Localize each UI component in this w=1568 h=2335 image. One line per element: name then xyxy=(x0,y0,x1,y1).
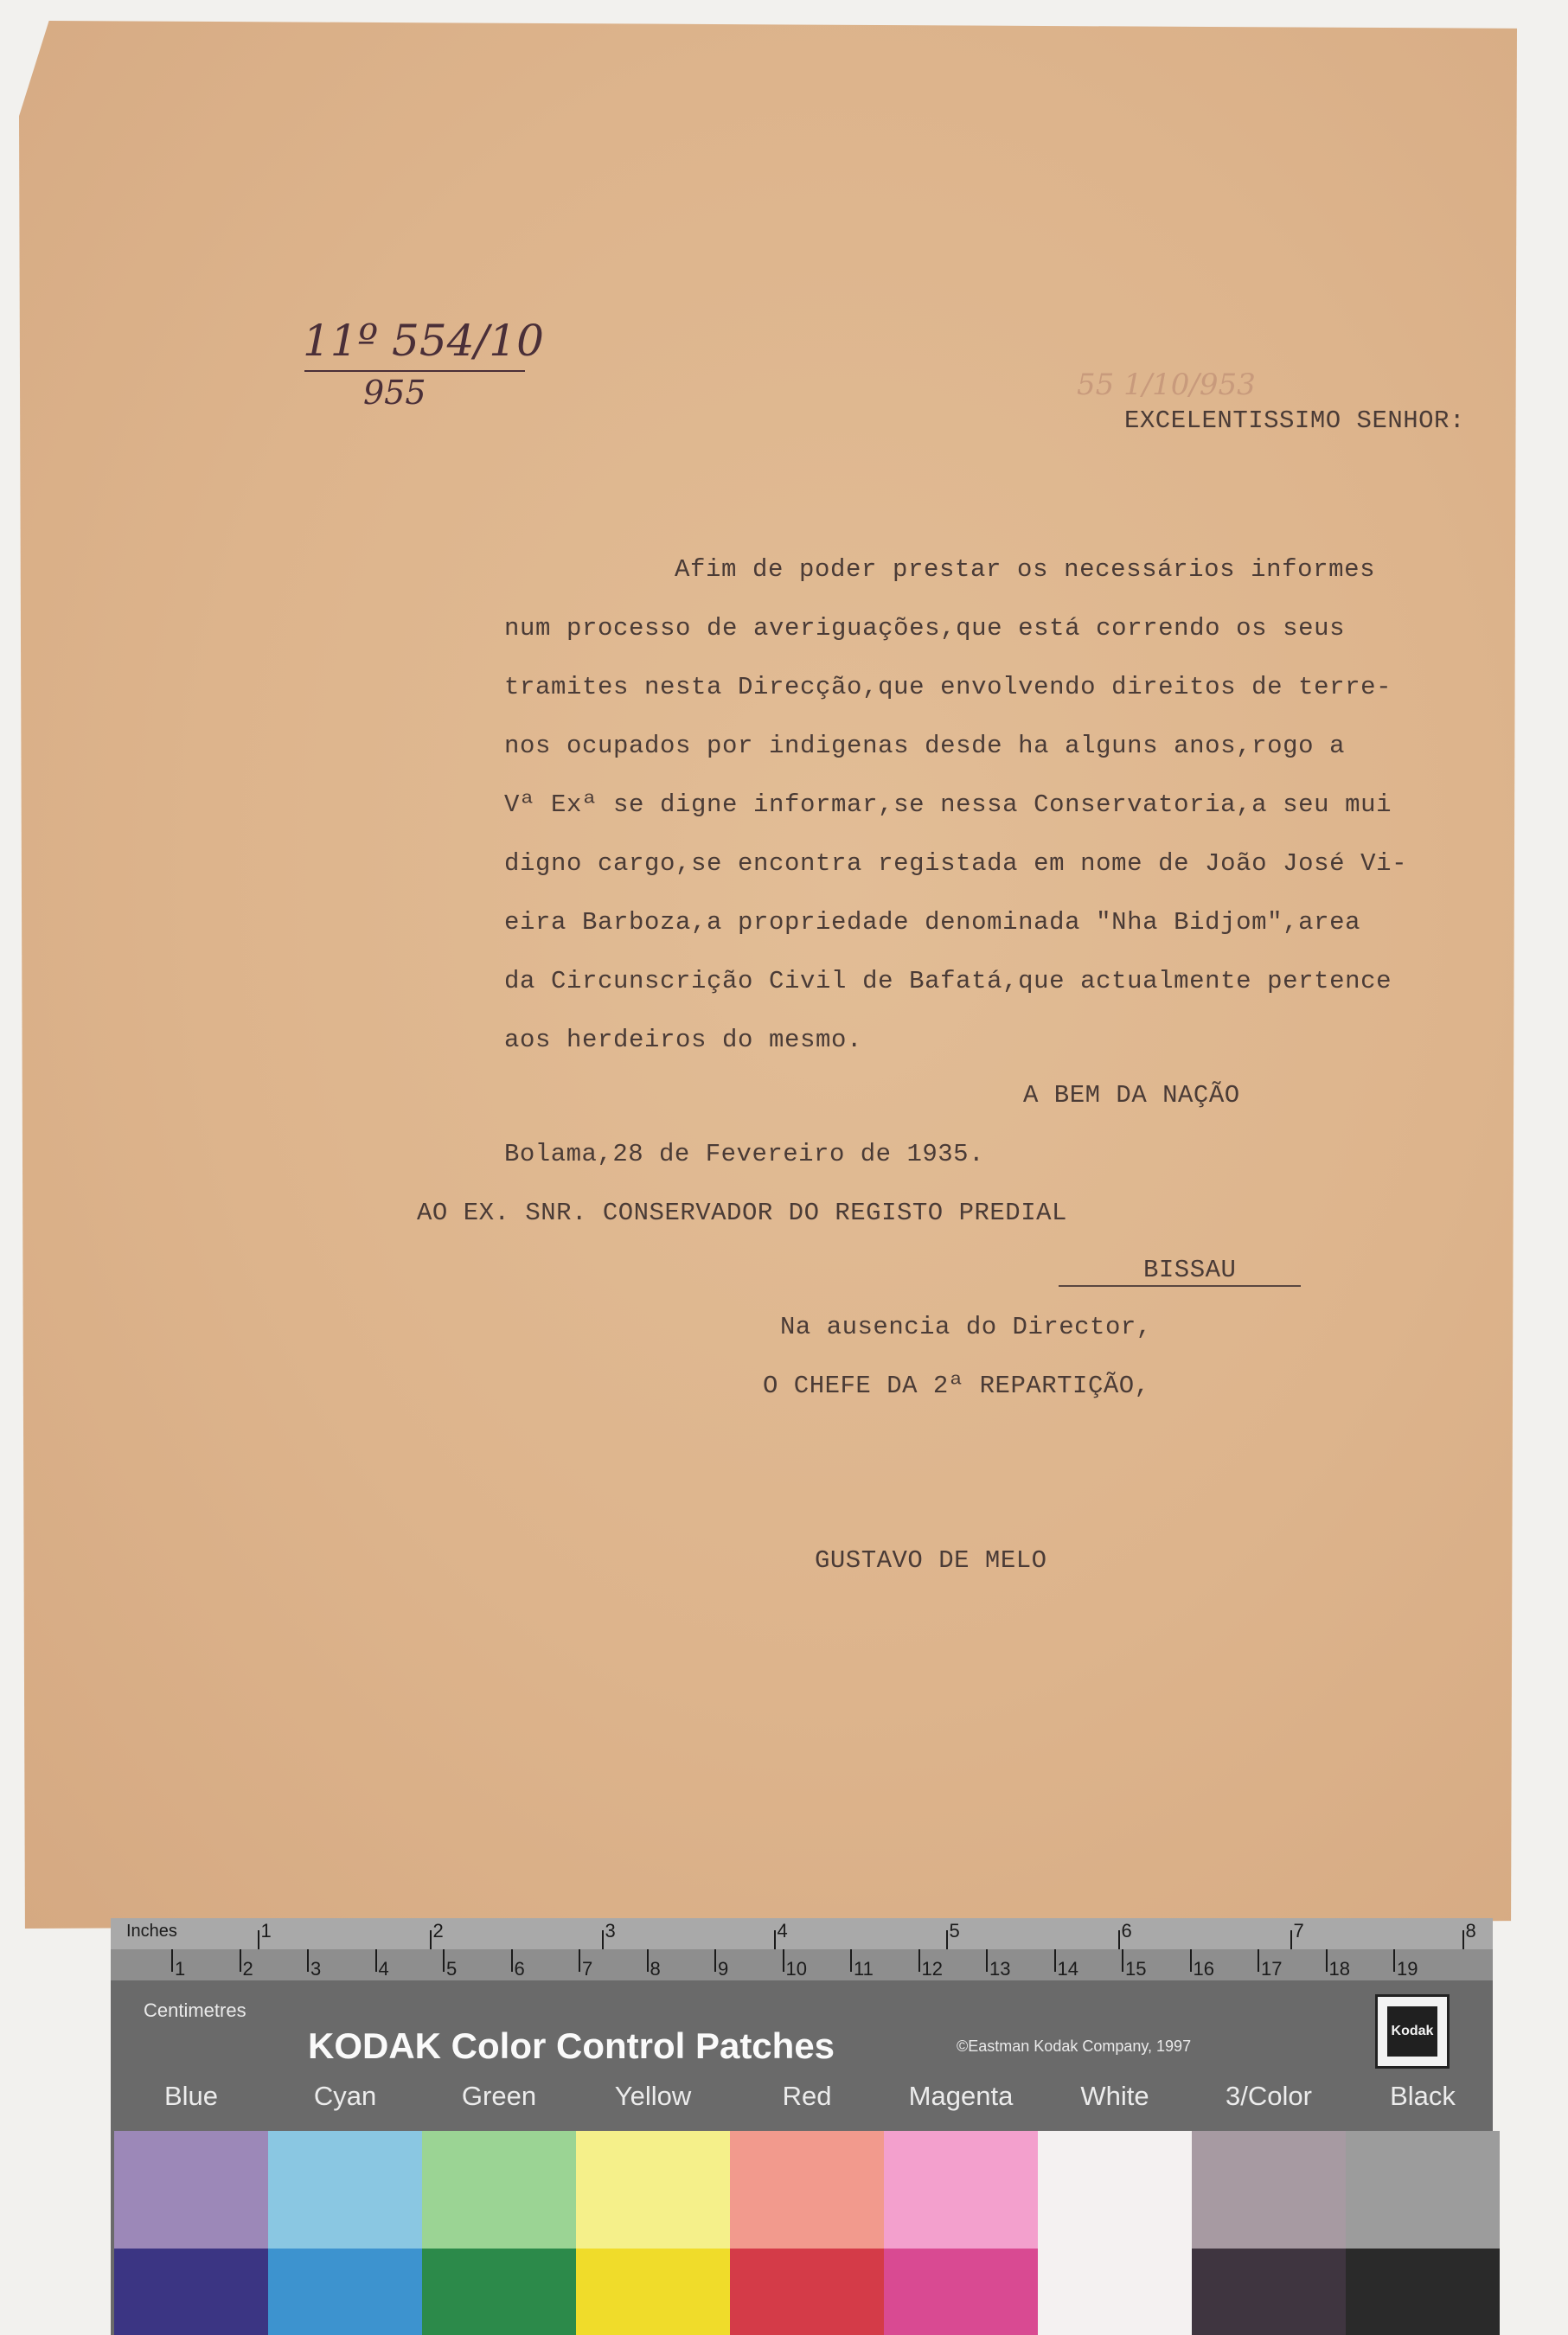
cm-tick-label: 18 xyxy=(1328,1958,1350,1980)
color-patch-top xyxy=(114,2131,268,2249)
color-patch-bottom xyxy=(268,2249,422,2335)
cm-tick xyxy=(1326,1949,1328,1972)
cm-tick-label: 15 xyxy=(1125,1958,1147,1980)
inch-tick xyxy=(430,1930,432,1949)
color-patch-bottom xyxy=(576,2249,730,2335)
body-line: Afim de poder prestar os necessários informes xyxy=(675,555,1376,584)
kodak-color-target xyxy=(111,1918,1493,2335)
cm-tick-label: 19 xyxy=(1397,1958,1418,1980)
handwritten-reference: 11º 554/10 xyxy=(303,316,544,366)
body-line: tramites nesta Direcção,que envolvendo direitos de terre- xyxy=(504,673,1392,701)
cm-tick-label: 9 xyxy=(718,1958,729,1980)
patch-label: 3/Color xyxy=(1226,2081,1312,2111)
addressee-city: BISSAU xyxy=(1143,1256,1237,1284)
kodak-copyright: ©Eastman Kodak Company, 1997 xyxy=(957,2038,1192,2055)
patch-label: Red xyxy=(782,2081,832,2111)
cm-tick xyxy=(511,1949,513,1972)
patch-label: Black xyxy=(1390,2081,1456,2111)
cm-tick-label: 12 xyxy=(921,1958,943,1980)
patch-label: Cyan xyxy=(313,2081,377,2111)
inch-tick xyxy=(258,1930,259,1949)
kodak-logo-text: Kodak xyxy=(1387,2006,1437,2057)
cm-tick xyxy=(307,1949,309,1972)
cm-tick xyxy=(1054,1949,1056,1972)
color-patch-top xyxy=(268,2131,422,2249)
cm-tick xyxy=(1258,1949,1259,1972)
handwritten-underline xyxy=(304,370,525,372)
color-patch-bottom xyxy=(730,2249,884,2335)
color-patch-top xyxy=(1346,2131,1500,2249)
cm-tick xyxy=(1122,1949,1123,1972)
color-patch-top xyxy=(576,2131,730,2249)
cm-tick-label: 1 xyxy=(175,1958,186,1980)
color-patch-bottom xyxy=(114,2249,268,2335)
color-patch-bottom xyxy=(422,2249,576,2335)
color-patch-top xyxy=(730,2131,884,2249)
cm-tick-label: 5 xyxy=(446,1958,458,1980)
cm-tick xyxy=(375,1949,377,1972)
closing-formula: A BEM DA NAÇÃO xyxy=(1023,1081,1240,1110)
inch-tick-label: 6 xyxy=(1121,1920,1132,1942)
cm-tick xyxy=(986,1949,988,1972)
centimetres-label: Centimetres xyxy=(144,1999,246,2021)
place-and-date: Bolama,28 de Fevereiro de 1935. xyxy=(504,1140,984,1168)
cm-tick xyxy=(850,1949,852,1972)
inch-tick-label: 2 xyxy=(432,1920,444,1942)
color-patch-bottom xyxy=(1346,2249,1500,2335)
inch-tick-label: 3 xyxy=(605,1920,616,1942)
kodak-logo-icon xyxy=(1375,1994,1450,2069)
cm-tick xyxy=(1393,1949,1395,1972)
cm-tick-label: 2 xyxy=(242,1958,253,1980)
addressee: AO EX. SNR. CONSERVADOR DO REGISTO PREDIAL xyxy=(417,1199,1067,1227)
cm-tick-label: 10 xyxy=(785,1958,807,1980)
cm-tick xyxy=(1190,1949,1192,1972)
color-patch-top xyxy=(422,2131,576,2249)
cm-tick-label: 4 xyxy=(378,1958,389,1980)
inch-tick-label: 8 xyxy=(1465,1920,1476,1942)
color-patch-bottom xyxy=(1192,2249,1346,2335)
cm-tick-label: 17 xyxy=(1261,1958,1283,1980)
body-line: digno cargo,se encontra registada em nome de João José Vi- xyxy=(504,849,1408,878)
absence-line: Na ausencia do Director, xyxy=(780,1313,1152,1341)
inch-tick xyxy=(1290,1930,1292,1949)
inch-tick xyxy=(946,1930,948,1949)
patch-label: Green xyxy=(461,2081,537,2111)
inch-tick xyxy=(1462,1930,1464,1949)
cm-tick-label: 13 xyxy=(989,1958,1011,1980)
color-patch-top xyxy=(1038,2131,1192,2249)
patch-label: Blue xyxy=(163,2081,219,2111)
inch-tick-label: 5 xyxy=(949,1920,960,1942)
cm-tick xyxy=(647,1949,649,1972)
inches-label: Inches xyxy=(126,1922,177,1941)
faint-handwritten-note: 55 1/10/953 xyxy=(1077,368,1256,402)
cm-tick-label: 16 xyxy=(1193,1958,1214,1980)
inch-tick-label: 1 xyxy=(260,1920,272,1942)
body-line: aos herdeiros do mesmo. xyxy=(504,1026,863,1054)
patch-label: Magenta xyxy=(908,2081,1014,2111)
body-line: da Circunscrição Civil de Bafatá,que actualmente pertence xyxy=(504,967,1392,995)
cm-tick xyxy=(171,1949,173,1972)
cm-tick-label: 14 xyxy=(1057,1958,1078,1980)
cm-tick-label: 7 xyxy=(582,1958,593,1980)
handwritten-year: 955 xyxy=(363,374,426,412)
inch-tick-label: 7 xyxy=(1293,1920,1304,1942)
color-patch-top xyxy=(884,2131,1038,2249)
color-patch-top xyxy=(1192,2131,1346,2249)
city-underline xyxy=(1059,1285,1301,1287)
body-line: num processo de averiguações,que está correndo os seus xyxy=(504,614,1346,643)
patch-label: White xyxy=(1080,2081,1149,2111)
body-line: eira Barboza,a propriedade denominada "Nha Bidjom",area xyxy=(504,908,1361,937)
cm-tick-label: 11 xyxy=(854,1958,874,1980)
cm-tick xyxy=(783,1949,784,1972)
cm-tick-label: 8 xyxy=(650,1958,661,1980)
cm-tick xyxy=(918,1949,920,1972)
inch-tick-label: 4 xyxy=(777,1920,788,1942)
chief-line: O CHEFE DA 2ª REPARTIÇÃO, xyxy=(763,1372,1150,1400)
color-patch-bottom xyxy=(884,2249,1038,2335)
body-line: nos ocupados por indigenas desde ha alguns anos,rogo a xyxy=(504,732,1346,760)
inch-tick xyxy=(774,1930,776,1949)
cm-tick xyxy=(240,1949,241,1972)
inch-tick xyxy=(602,1930,604,1949)
cm-tick xyxy=(714,1949,716,1972)
body-line: Vª Exª se digne informar,se nessa Conservatoria,a seu mui xyxy=(504,790,1392,819)
cm-tick-label: 3 xyxy=(310,1958,322,1980)
salutation: EXCELENTISSIMO SENHOR: xyxy=(1124,406,1465,435)
cm-tick-label: 6 xyxy=(514,1958,525,1980)
inch-tick xyxy=(1118,1930,1120,1949)
cm-tick xyxy=(443,1949,445,1972)
kodak-title: KODAK Color Control Patches xyxy=(308,2025,835,2066)
color-patch-bottom xyxy=(1038,2249,1192,2335)
signatory-name: GUSTAVO DE MELO xyxy=(815,1546,1047,1575)
inch-ruler xyxy=(111,1918,1493,1949)
patch-label: Yellow xyxy=(614,2081,692,2111)
cm-tick xyxy=(579,1949,580,1972)
